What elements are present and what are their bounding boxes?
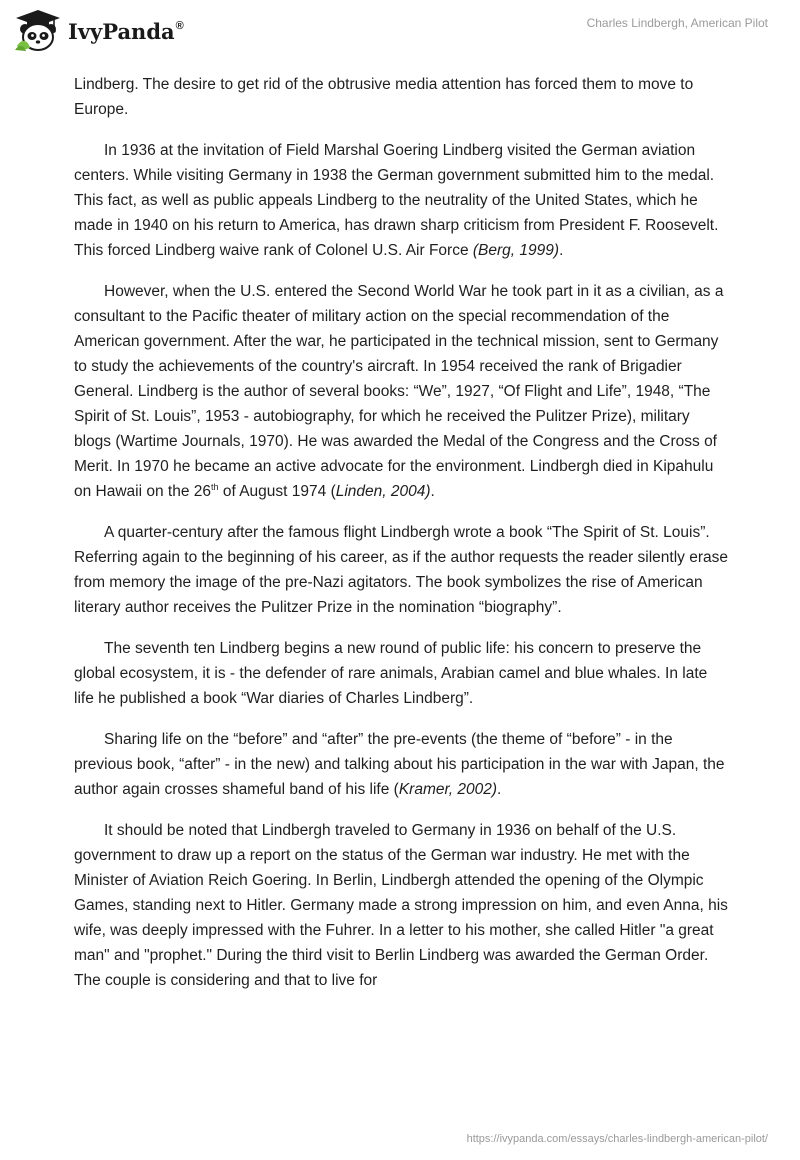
- citation-berg: (Berg, 1999): [472, 242, 560, 259]
- document-title: Charles Lindbergh, American Pilot: [586, 16, 768, 30]
- paragraph-4: The seventh ten Lindberg begins a new round of public life: his concern to preserve the global ecosystem, it is - the defender of rare animals, Arabian camel and blue whales. In late life he published a book “War diaries of Charles Lindberg”.: [74, 640, 708, 707]
- page-header: [0, 0, 800, 60]
- paragraph-2-end: .: [430, 483, 435, 500]
- paragraph-5-end: .: [497, 781, 502, 798]
- panda-graduate-icon: [14, 8, 62, 52]
- brand-name: IvyPanda®: [68, 18, 184, 44]
- paragraph-2-mid: of August 1974 (: [218, 483, 336, 500]
- paragraph-2-text: However, when the U.S. entered the Second World War he took part in it as a civilian, as a consultant to the Pacific theater of military action on the special recommendation of the American government. After the war, he participated in the technical mission, sent to Germany to study the achievements of the country's aircraft. In 1954 received the rank of Brigadier General. Lindberg is the author of several books: “We”, 1927, “Of Flight and Life”, 1948, “The Spirit of St. Louis”, 1953 - autobiography, for which he received the Pulitzer Prize), military blogs (Wartime Journals, 1970). He was awarded the Medal of the Congress and the Cross of Merit. In 1970 he became an active advocate for the environment. Lindbergh died in Kipahulu on Hawaii on the 26: [74, 283, 724, 500]
- source-url[interactable]: https://ivypanda.com/essays/charles-lindbergh-american-pilot/: [466, 1133, 768, 1145]
- ordinal-suffix: th: [211, 481, 219, 492]
- paragraph-6: It should be noted that Lindbergh traveled to Germany in 1936 on behalf of the U.S. government to draw up a report on the status of the German war industry. He met with the Minister of Aviation Reich Goering. In Berlin, Lindbergh attended the opening of the Olympic Games, standing next to Hitler. Germany made a strong impression on him, and even Anna, his wife, was deeply impressed with the Fuhrer. In a letter to his mother, she called Hitler "a great man" and "prophet." During the third visit to Berlin Lindberg was awarded the German Order. The couple is considering and that to live for: [74, 822, 728, 989]
- citation-kramer: Kramer, 2002): [398, 781, 498, 798]
- paragraph-5-text: Sharing life on the “before” and “after” the pre-events (the theme of “before” - in the previous book, “after” - in the new) and talking about his participation in the war with Japan, the author again crosses shameful band of his life (: [74, 731, 725, 798]
- paragraph-5: [74, 727, 730, 802]
- paragraph-1-text: In 1936 at the invitation of Field Marshal Goering Lindberg visited the German aviation centers. While visiting Germany in 1938 the German government submitted him to the medal. This fact, as well as public appeals Lindberg to the neutrality of the United States, which he made in 1940 on his return to America, has drawn sharp criticism from President F. Roosevelt. This forced Lindberg waive rank of Colonel U.S. Air Force: [74, 142, 719, 259]
- paragraph-1: [74, 138, 730, 263]
- citation-linden: Linden, 2004): [335, 483, 431, 500]
- ivypanda-logo[interactable]: [14, 8, 184, 52]
- paragraph-2: [74, 279, 730, 504]
- registered-mark: ®: [175, 19, 184, 32]
- paragraph-0: Lindberg. The desire to get rid of the obtrusive media attention has forced them to move to Europe.: [74, 76, 694, 118]
- paragraph-1-end: .: [559, 242, 564, 259]
- paragraph-3: A quarter-century after the famous flight Lindbergh wrote a book “The Spirit of St. Louis”. Referring again to the beginning of his career, as if the author requests the reader silently erase from memory the image of the pre-Nazi agitators. The book symbolizes the rise of American literary author receives the Pulitzer Prize in the nomination “biography”.: [74, 524, 728, 616]
- essay-body: [74, 72, 730, 1009]
